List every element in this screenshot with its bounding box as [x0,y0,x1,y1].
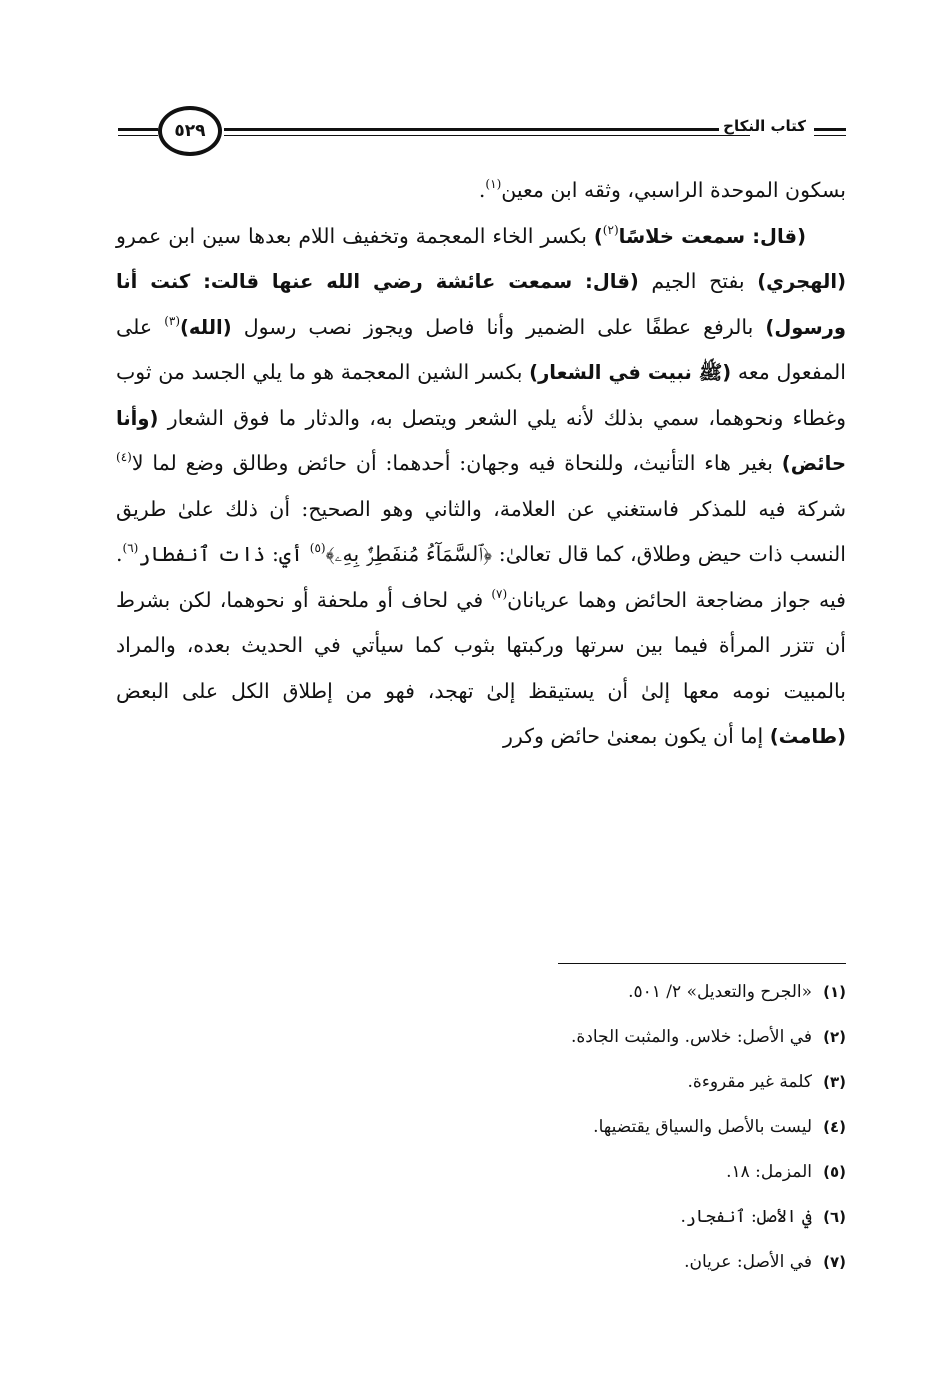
text-run: إما أن يكون بمعنىٰ حائض وكرر [502,724,770,748]
text-run: . فيه جواز مضاجعة الحائض وهما عريانان [116,542,846,612]
text-run: . [478,178,486,202]
paragraph [116,168,846,214]
footnote-text: في الأصل: عريان. [684,1252,812,1272]
text-run: بكسر الخاء المعجمة وتخفيف اللام بعدها سين ابن عمرو [116,223,594,248]
footnote-ref: (٤) [116,450,132,464]
footnote [116,970,846,1015]
text-run: على المفعول معه [116,314,846,384]
footnote-number: (١) [823,983,846,1001]
footnote-number: (٥) [823,1163,846,1181]
bold-run: (قال: سمعت خلاسًا [618,224,806,248]
quran-quote: ﴿ٱلسَّمَآءُ مُنفَطِرٌۢ بِهِۦ﴾ [325,542,493,566]
header-rule [224,128,750,131]
footnote-number: (٧) [823,1253,846,1271]
footnote-text: المزمل: ١٨. [726,1162,812,1182]
footnote-ref: (٣) [164,313,181,328]
footnote-ref: (٦) [122,541,139,555]
page-number: ٥٢٩ [158,106,222,156]
text-run: بالرفع عطفًا على الضمير وأنا فاصل ويجوز نصب رسول [231,314,766,339]
footnote-ref: (٥) [309,541,326,555]
text-run: في لحاف أو ملحفة أو نحوهما، لكن بشرط أن تتزر المرأة فيما بين سرتها وركبتها بثوب كما سيأتي في الحديث بعده، والمراد بالمبيت نومه معها إلىٰ أن يستيقظ إلىٰ تهجد، فهو من إطلاق الكل على البعض [116,587,846,703]
footnote [116,1150,846,1195]
header-rule [118,128,158,131]
footnote-number: (٣) [823,1073,846,1091]
text-run: بكسر الشين المعجمة هو ما يلي الجسد من ثوب وغطاء ونحوهما، سمي بذلك لأنه يلي الشعر ويتصل به، والدثار ما فوق الشعار [116,360,846,430]
header-rule [224,135,750,136]
body-text [116,168,846,760]
bold-run: (طامث) [769,725,846,748]
paragraph [116,214,846,760]
bold-run: ) [593,224,603,248]
footnote-text: كلمة غير مقروءة. [687,1072,812,1092]
footnote-ref: (٧) [491,586,508,601]
footnote-text: في الأصل: خلاس. والمثبت الجادة. [570,1027,812,1047]
footnote-separator [558,963,846,964]
page-header [118,104,846,160]
footnote [116,1015,846,1060]
bold-run: (وأنا حائض) [116,406,846,475]
footnote-text: في الأصل: ٱنفجار. [680,1207,812,1227]
bold-run: (ﷺ نبيت في الشعار) [529,361,732,384]
footnote-ref: (١) [485,177,502,191]
footnote-number: (٦) [823,1208,846,1226]
text-run: شركة فيه للمذكر فاستغني عن العلامة، والثاني وهو الصحيح: أن ذلك علىٰ طريق النسب ذات حيض وطلاق، كما قال تعالىٰ: [116,496,846,566]
header-rule [118,135,158,136]
footnotes [116,970,846,1285]
header-rule [814,135,846,136]
footnote-number: (٤) [823,1118,846,1136]
footnote-number: (٢) [823,1028,846,1046]
text-run: بسكون الموحدة الراسبي، وثقه ابن معين [501,178,846,202]
text-run: بفتح الجيم [638,269,758,293]
footnote [116,1240,846,1285]
header-rule [814,128,846,131]
bold-run: (الله) [180,315,232,339]
running-title: كتاب النكاح [719,117,810,135]
footnote-ref: (٢) [602,222,619,237]
footnote-text: ليست بالأصل والسياق يقتضيها. [593,1117,812,1137]
footnote [116,1105,846,1150]
text-run: أي: ذات ٱنفطار [138,542,310,566]
footnote [116,1195,846,1240]
bold-run: (الهجري) [757,270,846,293]
text-run: بغير هاء التأنيث، وللنحاة فيه وجهان: أحدهما: أن حائض وطالق وضع لما لا [131,451,782,475]
footnote-text: «الجرح والتعديل» ٢/ ٥٠١. [628,982,812,1002]
footnote [116,1060,846,1105]
bold-run: (قال: سمعت عائشة رضي الله عنها قالت: كنت أنا ورسول) [116,270,847,339]
